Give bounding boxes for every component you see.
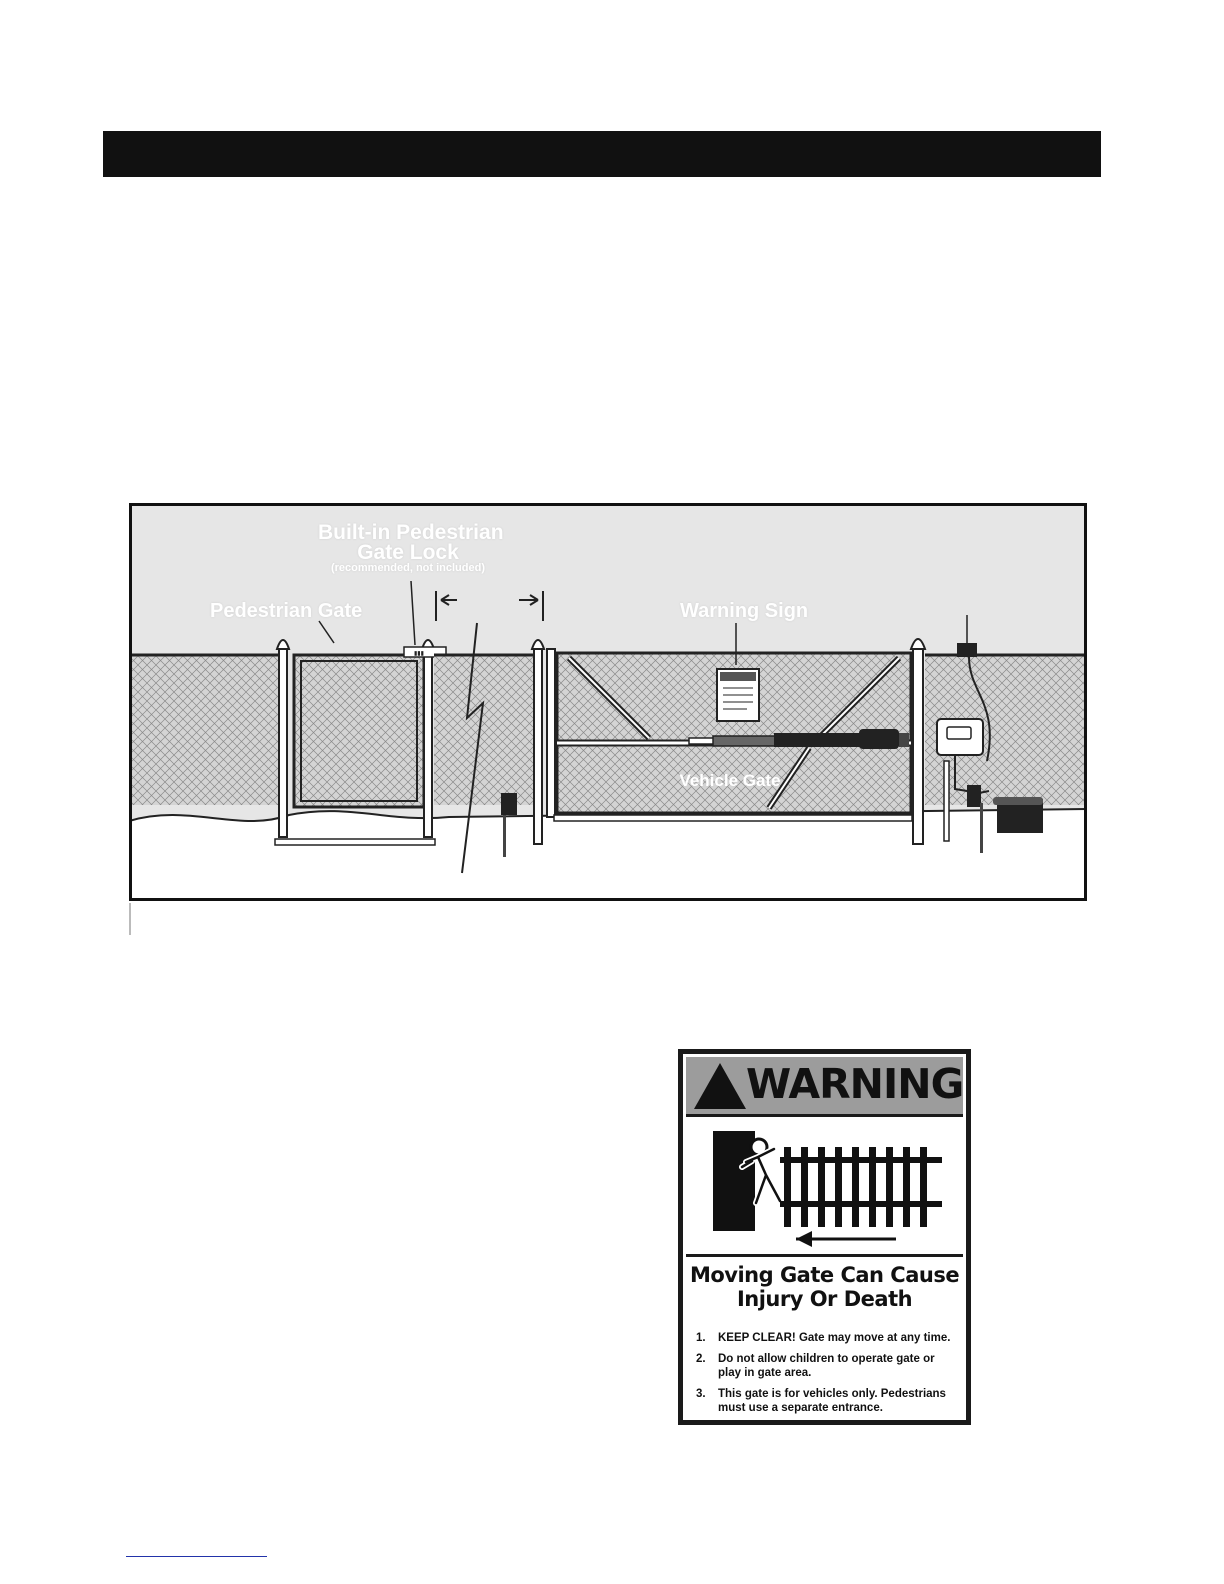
sign-pictogram	[686, 1117, 963, 1257]
item-number: 1.	[696, 1332, 706, 1344]
left-fence-section	[129, 655, 279, 805]
label-pedestrian-gate: Pedestrian Gate	[210, 600, 363, 622]
sign-title-line1: Moving Gate Can Cause	[689, 1263, 960, 1287]
warning-sign	[678, 1049, 971, 1425]
svg-text:▮▮▮: ▮▮▮	[414, 651, 424, 657]
label-warning-sign: Warning Sign	[680, 600, 809, 622]
label-gate-lock-note: (recommended, not included)	[330, 562, 485, 574]
list-item	[696, 1331, 960, 1345]
gate-installation-diagram	[129, 503, 1087, 901]
warning-heading: WARNING	[746, 1060, 964, 1108]
label-vehicle-gate: Vehicle Gate	[679, 771, 781, 790]
label-gate-lock-line2: Gate Lock	[357, 541, 459, 564]
list-item	[696, 1352, 960, 1380]
item-text: KEEP CLEAR! Gate may move at any time.	[718, 1332, 951, 1344]
warning-triangle-icon	[692, 1061, 748, 1111]
figure-rule	[129, 903, 131, 935]
warning-sign-header	[686, 1057, 963, 1117]
sign-instructions	[696, 1331, 960, 1422]
list-item	[696, 1387, 960, 1415]
item-number: 3.	[696, 1388, 706, 1400]
item-number: 2.	[696, 1353, 706, 1365]
section-header-bar	[103, 131, 1101, 177]
gate-post-right	[911, 639, 925, 844]
item-text: This gate is for vehicles only. Pedestrians must use a separate entrance.	[718, 1388, 946, 1414]
sign-title-line2: Injury Or Death	[736, 1287, 913, 1311]
label-gate-lock-line1: Built-in Pedestrian	[318, 521, 504, 544]
person-caught-by-gate-icon	[686, 1117, 963, 1254]
item-text: Do not allow children to operate gate or play in gate area.	[718, 1353, 935, 1379]
footer-link[interactable]	[126, 1556, 267, 1557]
